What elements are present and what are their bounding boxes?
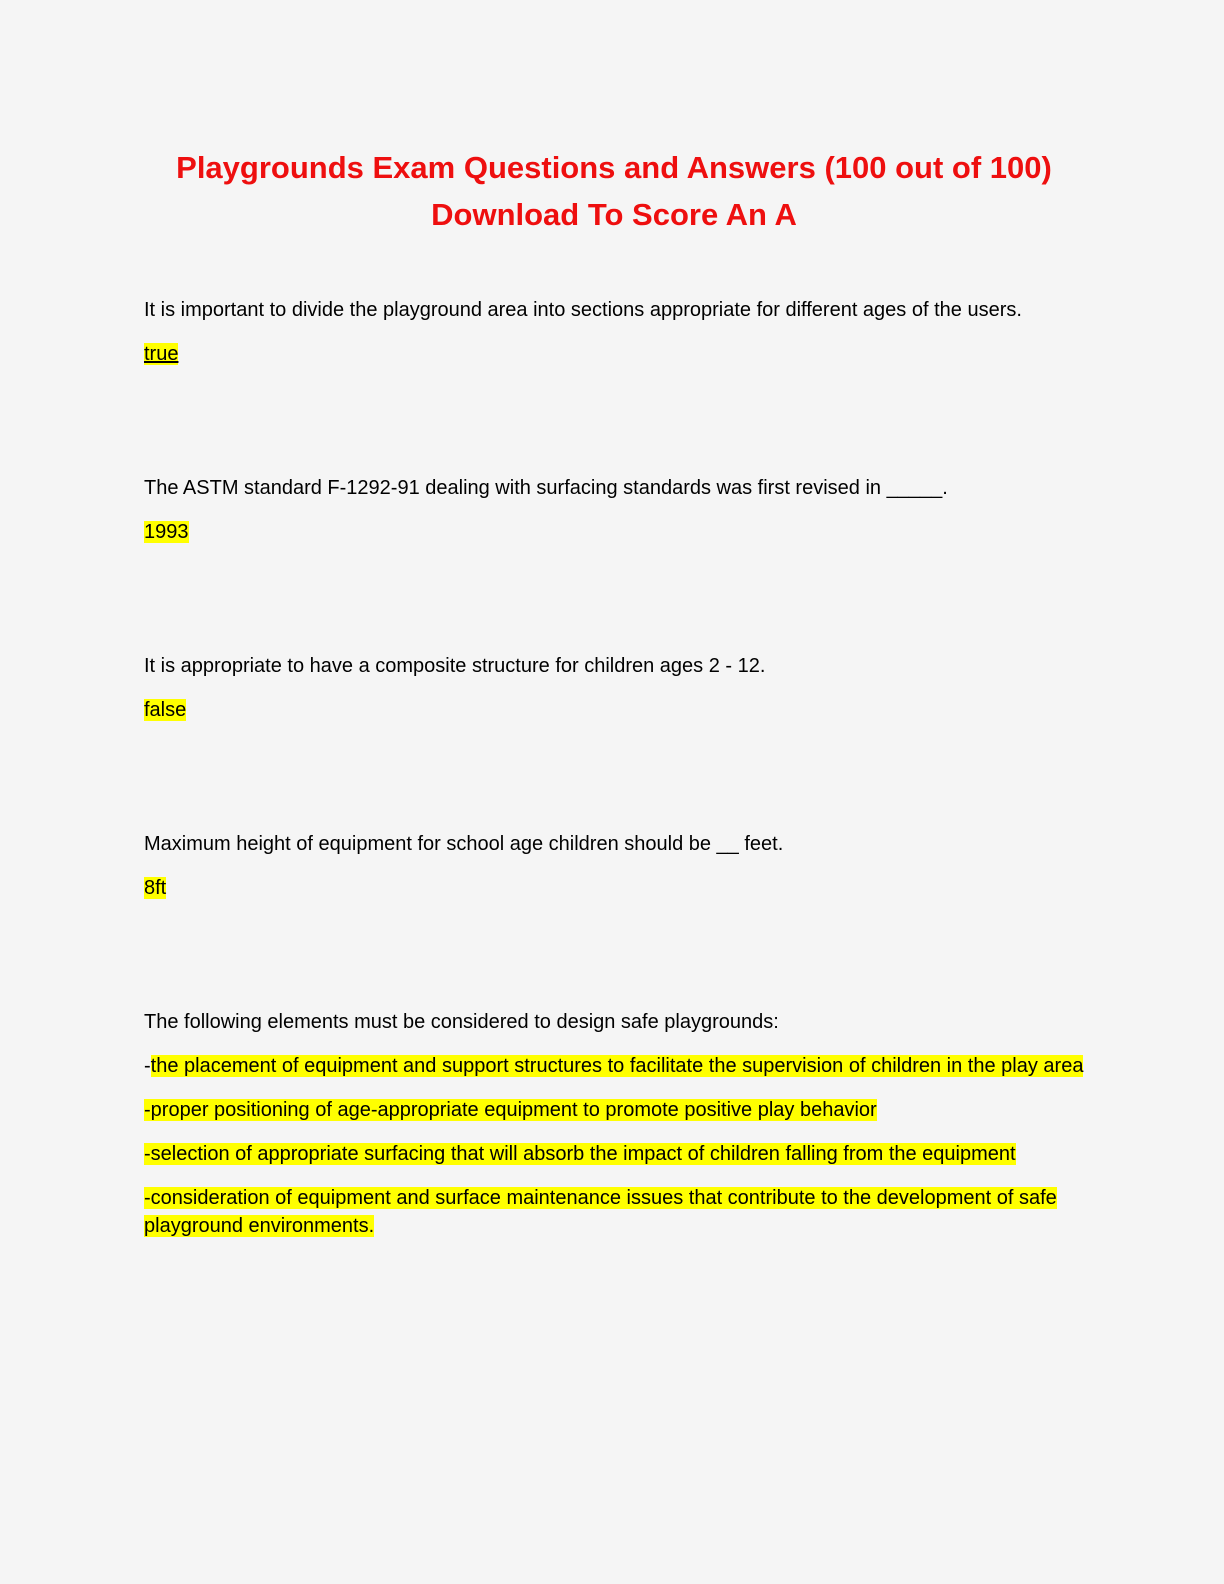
answer-text: 8ft	[144, 877, 167, 899]
answer-text: -consideration of equipment and surface maintenance issues that contribute to the development of safe playground environments.	[144, 1187, 1057, 1237]
question-text: The ASTM standard F-1292-91 dealing with surfacing standards was first revised in _____.	[144, 477, 948, 499]
question-text: The following elements must be considered to design safe playgrounds:	[144, 1011, 779, 1033]
answer-text: 1993	[144, 521, 189, 543]
answer-text: the placement of equipment and support structures to facilitate the supervision of children in the play area	[150, 1055, 1084, 1077]
qa-item-1	[144, 296, 1084, 368]
question-text: It is appropriate to have a composite structure for children ages 2 - 12.	[144, 655, 766, 677]
qa-item-3	[144, 652, 1084, 724]
document-title	[144, 144, 1084, 238]
answer-list	[144, 1052, 1084, 1240]
answer-text: false	[144, 699, 187, 721]
answer-list-item	[144, 1184, 1084, 1240]
qa-item-2	[144, 474, 1084, 546]
answer-list-item	[144, 1052, 1084, 1080]
title-line-1: Playgrounds Exam Questions and Answers (100 out of 100)	[176, 150, 1052, 185]
qa-item-5	[144, 1008, 1084, 1240]
qa-item-4	[144, 830, 1084, 902]
answer-text: -selection of appropriate surfacing that will absorb the impact of children falling from the equipment	[144, 1143, 1016, 1165]
answer-list-item	[144, 1096, 1084, 1124]
answer-text: -proper positioning of age-appropriate equipment to promote positive play behavior	[144, 1099, 877, 1121]
answer-text: true	[144, 343, 179, 365]
answer-list-item	[144, 1140, 1084, 1168]
question-text: It is important to divide the playground area into sections appropriate for different ages of the users.	[144, 299, 1022, 321]
document-page	[144, 0, 1084, 1584]
title-line-2: Download To Score An A	[431, 197, 797, 232]
answer-prefix: -	[144, 1055, 151, 1077]
question-text: Maximum height of equipment for school age children should be __ feet.	[144, 833, 784, 855]
